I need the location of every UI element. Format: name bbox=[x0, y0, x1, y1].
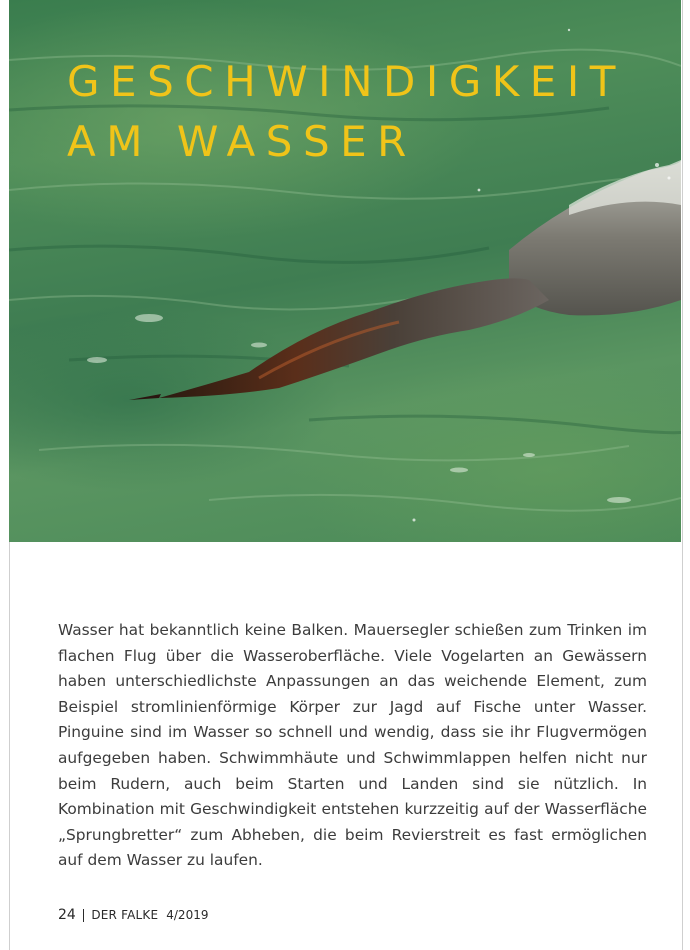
footer-divider bbox=[83, 909, 85, 922]
headline-line-2: AM WASSER bbox=[67, 117, 417, 166]
bird-bill bbox=[129, 394, 161, 400]
magazine-name: DER FALKE bbox=[91, 908, 159, 922]
hero-photo-merganser-in-water bbox=[9, 0, 681, 542]
article-body-paragraph: Wasser hat bekanntlich keine Balken. Mauersegler schießen zum Trinken im flachen Flug über die Wasseroberfläche. Viele Vogelarten an Gewässern haben unterschiedlichste Anpassungen an das weichende Element, zum Beispiel stromlinienförmige Körper zur Jagd auf Fische unter Wasser. Pinguine sind im Wasser so schnell und wendig, dass sie ihr Flugvermögen aufgegeben haben. Schwimmhäute und Schwimmlappen helfen nicht nur beim Rudern, auch beim Starten und Landen sind sie nützlich. In Kombination mit Geschwindigkeit entstehen kurzzeitig auf der Wasserfläche „Sprungbretter“ zum Abheben, die beim Revierstreit es fast ermöglichen auf dem Wasser zu laufen. bbox=[58, 621, 647, 870]
headline-line-1: GESCHWINDIGKEIT bbox=[67, 57, 626, 106]
page-number: 24 bbox=[58, 907, 76, 923]
issue-number: 4/2019 bbox=[166, 908, 209, 922]
article-headline bbox=[67, 52, 626, 172]
bird-head-neck bbox=[159, 278, 549, 398]
page-footer bbox=[58, 907, 208, 923]
